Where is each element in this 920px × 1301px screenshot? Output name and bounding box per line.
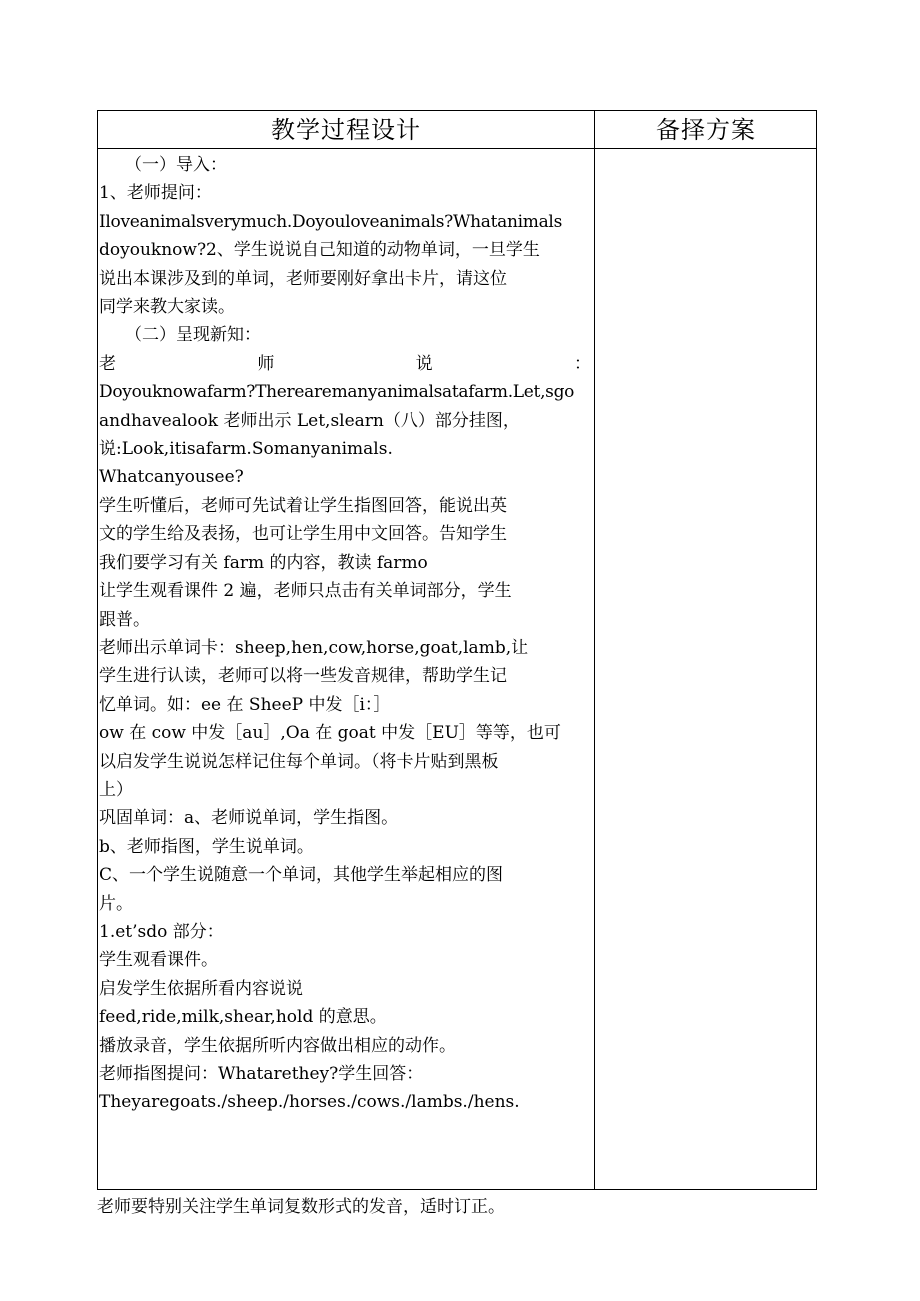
teaching-process-content — [99, 151, 591, 1117]
text-line: （一）导入： — [125, 155, 227, 175]
text-line: Iloveanimalsverymuch.Doyouloveanimals?Whatanimals — [99, 211, 562, 232]
header-alternative-plan: 备择方案 — [656, 116, 756, 144]
text-line: 学生听懂后，老师可先试着让学生指图回答，能说出英 — [99, 495, 507, 516]
text-line: 播放录音，学生依据所听内容做出相应的动作。 — [99, 1035, 456, 1056]
text-line: 跟普。 — [99, 609, 150, 630]
text-line: 忆单词。如：ee 在 SheeP 中发［i：］ — [99, 694, 391, 715]
text-fragment: 说 — [415, 353, 433, 374]
text-line: 以启发学生说说怎样记住每个单词。（将卡片贴到黑板 — [99, 751, 499, 772]
text-line: Doyouknowafarm?Therearemanyanimalsatafarm.Let,sgo — [99, 382, 575, 403]
column-divider — [594, 111, 595, 1189]
header-divider — [98, 148, 816, 149]
text-line: 1、老师提问： — [99, 183, 212, 204]
text-line: C、一个学生说随意一个单词，其他学生举起相应的图 — [99, 865, 504, 886]
text-fragment: 老 — [99, 353, 116, 374]
text-line: 说:Look,itisafarm.Somanyanimals. — [99, 439, 393, 460]
header-teaching-process: 教学过程设计 — [271, 116, 421, 144]
text-line: 同学来教大家读。 — [99, 297, 235, 318]
text-line: 巩固单词：a、老师说单词，学生指图。 — [99, 808, 399, 829]
text-line: andhavealook 老师出示 Let,slearn（八）部分挂图， — [99, 410, 520, 431]
text-line: ow 在 cow 中发［au］,Oa 在 goat 中发［EU］等等，也可 — [99, 723, 561, 744]
text-line: Whatcanyousee? — [99, 467, 244, 488]
text-line: （二）呈现新知： — [125, 325, 261, 346]
text-line: 文的学生给及表扬，也可让学生用中文回答。告知学生 — [99, 524, 507, 545]
text-line: b、老师指图，学生说单词。 — [99, 836, 314, 857]
text-line: 启发学生依据所看内容说说 — [99, 978, 303, 999]
text-line: 上） — [99, 779, 133, 800]
text-fragment: ： — [573, 353, 591, 374]
text-line: 让学生观看课件 2 遍，老师只点击有关单词部分，学生 — [99, 581, 512, 602]
text-line: 片。 — [99, 893, 133, 914]
text-line: doyouknow?2、学生说说自己知道的动物单词，一旦学生 — [99, 240, 540, 261]
lesson-table — [97, 110, 817, 1190]
text-line: 1.et’sdo 部分： — [99, 921, 224, 942]
text-line: 学生进行认读，老师可以将一些发音规律，帮助学生记 — [99, 666, 507, 687]
text-fragment: 师 — [257, 353, 275, 374]
teacher-says-line — [99, 350, 591, 378]
text-line: 老师指图提问：Whatarethey?学生回答： — [99, 1064, 424, 1084]
text-line: feed,ride,milk,shear,hold 的意思。 — [99, 1007, 387, 1028]
footer-note: 老师要特别关注学生单词复数形式的发音，适时订正。 — [97, 1197, 505, 1217]
text-line: 说出本课涉及到的单词，老师要刚好拿出卡片，请这位 — [99, 268, 507, 289]
text-line: 我们要学习有关 farm 的内容，教读 farmo — [99, 552, 428, 573]
text-line: 老师出示单词卡：sheep,hen,cow,horse,goat,lamb,让 — [99, 637, 529, 658]
text-line: 学生观看课件。 — [99, 950, 218, 971]
text-line: Theyaregoats./sheep./horses./cows./lambs./hens. — [99, 1092, 520, 1113]
